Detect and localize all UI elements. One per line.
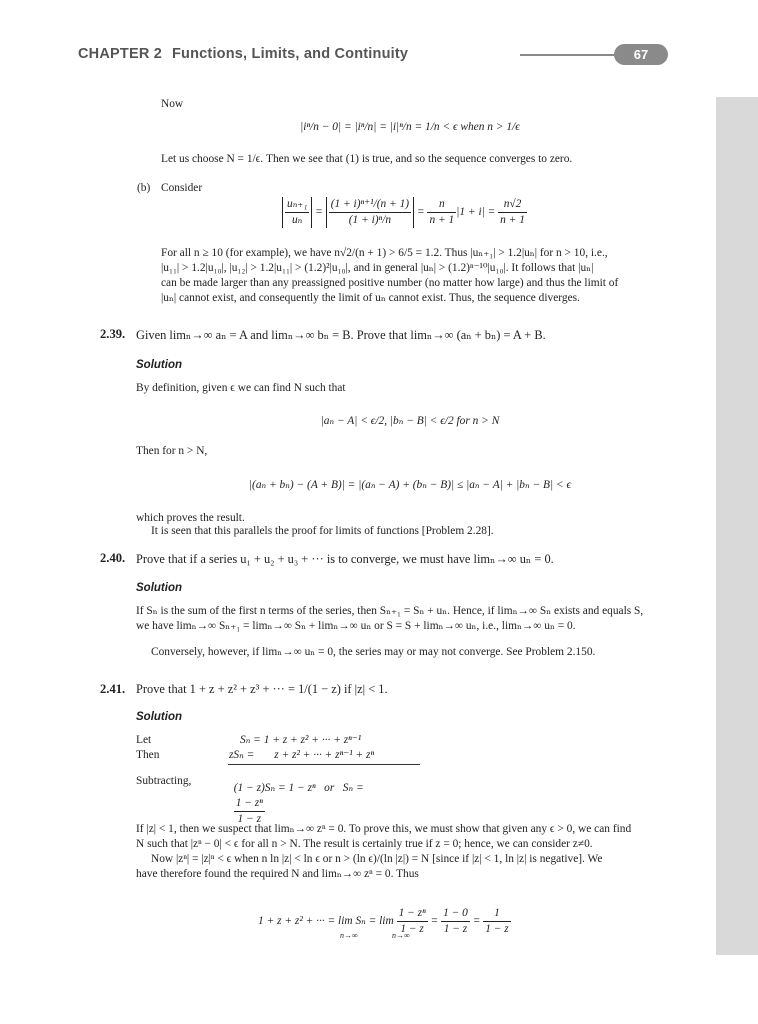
running-header — [78, 46, 408, 62]
ratio-equation: $\frac{\text{uₙ₊₁}}{\text{uₙ}}$ = $\frac{\text{(1 + i)ⁿ⁺¹/(n + 1)}}{\text{(1 + i)ⁿ/n}}$ = $\frac{n}{n + 1}$ |1 + i| = $\frac{n√2}{n + 1}$ — [282, 197, 527, 228]
solution-text: Then for n > N, — [136, 445, 208, 457]
solution-heading: Solution — [136, 359, 182, 371]
equation-a: |iⁿ/n − 0| = |iⁿ/n| = |i|ⁿ/n = 1/n < ϵ when n > 1/ϵ — [300, 121, 520, 133]
final-f3-den: 1 − z — [485, 923, 509, 935]
series-row-2: zSₙ = z + z² + ··· + zⁿ⁻¹ + zⁿ — [229, 749, 375, 761]
text-line: Now |zⁿ| = |z|ⁿ < ϵ when n ln |z| < ln ϵ or n > (ln ϵ)/(ln |z|) = N [since if |z| < 1, ln |z| is negative]. We — [151, 853, 603, 865]
ratio-lhs-den: uₙ — [291, 214, 303, 226]
chapter-label: CHAPTER 2 — [78, 46, 162, 62]
equation: |aₙ − A| < ϵ/2, |bₙ − B| < ϵ/2 for n > N — [320, 415, 500, 427]
final-lhs: 1 + z + z² + ··· = lim Sₙ = lim — [258, 915, 394, 927]
solution-text: By definition, given ϵ we can find N such that — [136, 382, 346, 394]
problem-number: 2.39. — [100, 327, 126, 341]
ratio-r1-tail: |1 + i| = — [456, 206, 496, 219]
final-f2-num: 1 − 0 — [441, 906, 470, 922]
solution-heading: Solution — [136, 582, 182, 594]
text-line: we have limₙ→∞ Sₙ₊₁ = limₙ→∞ Sₙ + limₙ→∞ uₙ or S = S + limₙ→∞ uₙ, i.e., limₙ→∞ uₙ = 0. — [136, 620, 576, 632]
page-number: 67 — [614, 44, 668, 65]
final-f1-num: 1 − zⁿ — [397, 906, 428, 922]
consider-label: Consider — [161, 182, 203, 194]
ratio-mid-num: (1 + i)ⁿ⁺¹/(n + 1) — [329, 197, 411, 213]
problem-number: 2.41. — [100, 682, 126, 696]
solution-paragraph — [136, 604, 676, 634]
row3-left: (1 − z)Sₙ = 1 − zⁿ or Sₙ = — [233, 782, 364, 794]
problem-number: 2.40. — [100, 551, 126, 565]
part-b-label: (b) — [137, 182, 151, 194]
equation: |(aₙ + bₙ) − (A + B)| = |(aₙ − A) + (bₙ − B)| ≤ |aₙ − A| + |bₙ − B| < ϵ — [248, 479, 572, 491]
subtraction-rule — [228, 764, 420, 765]
solution-heading: Solution — [136, 711, 182, 723]
final-f2-den: 1 − z — [443, 923, 468, 935]
final-f1-den: 1 − z — [400, 923, 424, 935]
lim-subscript: n→∞ — [392, 931, 410, 940]
text-line: have therefore found the required N and limₙ→∞ zⁿ = 0. Thus — [136, 868, 419, 880]
part-a-conclusion: Let us choose N = 1/ϵ. Then we see that (1) is true, and so the sequence converges to zero. — [161, 153, 573, 165]
text-line: can be made larger than any preassigned positive number (no matter how large) and thus the limit of — [161, 277, 619, 289]
series-row-3 — [228, 766, 364, 827]
ratio-r2-den: n + 1 — [500, 214, 525, 226]
ratio-lhs-num: uₙ₊₁ — [285, 197, 309, 213]
subtracting-label: Subtracting, — [136, 775, 192, 787]
problem-statement: Given limₙ→∞ aₙ = A and limₙ→∞ bₙ = B. Prove that limₙ→∞ (aₙ + bₙ) = A + B. — [136, 328, 546, 342]
text-line: If |z| < 1, then we suspect that limₙ→∞ zⁿ = 0. To prove this, we must show that given any ϵ > 0, we can find — [136, 823, 632, 835]
ratio-r1-den: n + 1 — [429, 214, 455, 226]
solution-text: It is seen that this parallels the proof for limits of functions [Problem 2.28]. — [151, 525, 494, 537]
solution-paragraph — [136, 822, 676, 882]
problem-statement: Prove that if a series u₁ + u₂ + u₃ + ··· is to converge, we must have limₙ→∞ uₙ = 0. — [136, 552, 554, 566]
text-line: |u₁₁| > 1.2|u₁₀|, |u₁₂| > 1.2|u₁₁| > (1.2)²|u₁₀|, and in general |uₙ| > (1.2)ⁿ⁻¹⁰|u₁₀|. It follows that |uₙ| — [161, 262, 594, 274]
lim-subscript: n→∞ — [340, 931, 358, 940]
then-label: Then — [136, 749, 160, 761]
series-row-1: Sₙ = 1 + z + z² + ··· + zⁿ⁻¹ — [240, 734, 362, 746]
ratio-mid-den: (1 + i)ⁿ/n — [348, 214, 392, 226]
text-line: For all n ≥ 10 (for example), we have n√2/(n + 1) > 6/5 = 1.2. Thus |uₙ₊₁| > 1.2|uₙ| for n > 10, i.e., — [161, 247, 608, 259]
text-line: N such that |zⁿ − 0| < ϵ for all n > N. The result is certainly true if z = 0; hence, we can consider z≠0. — [136, 838, 593, 850]
let-label: Let — [136, 734, 152, 746]
row3-num: 1 − zⁿ — [234, 796, 265, 812]
ratio-r2-num: n√2 — [498, 197, 527, 213]
final-f3-num: 1 — [483, 906, 511, 922]
part-b-paragraph — [161, 246, 671, 306]
row3-den: 1 − z — [237, 813, 262, 825]
text-line: If Sₙ is the sum of the first n terms of the series, then Sₙ₊₁ = Sₙ + uₙ. Hence, if limₙ→∞ Sₙ exists and equals S, — [136, 605, 644, 617]
text-line: |uₙ| cannot exist, and consequently the limit of uₙ cannot exist. Thus, the sequence diverges. — [161, 292, 580, 304]
now-label: Now — [161, 98, 184, 110]
solution-text: Conversely, however, if limₙ→∞ uₙ = 0, the series may or may not converge. See Problem 2.150. — [151, 646, 596, 658]
problem-statement: Prove that 1 + z + z² + z³ + ··· = 1/(1 − z) if |z| < 1. — [136, 682, 388, 696]
solution-text: which proves the result. — [136, 512, 245, 524]
chapter-title: Functions, Limits, and Continuity — [171, 46, 409, 62]
page-edge-tab — [716, 97, 758, 955]
ratio-r1-num: n — [427, 197, 456, 213]
final-equation: 1 + z + z² + ··· = lim Sₙ = lim n→∞ n→∞ $\frac{\text{1 − zⁿ}}{1 - z}$ = $\frac{1 - 0}{1 - z}$ = $\frac{1}{1 - z}$ — [258, 906, 511, 937]
